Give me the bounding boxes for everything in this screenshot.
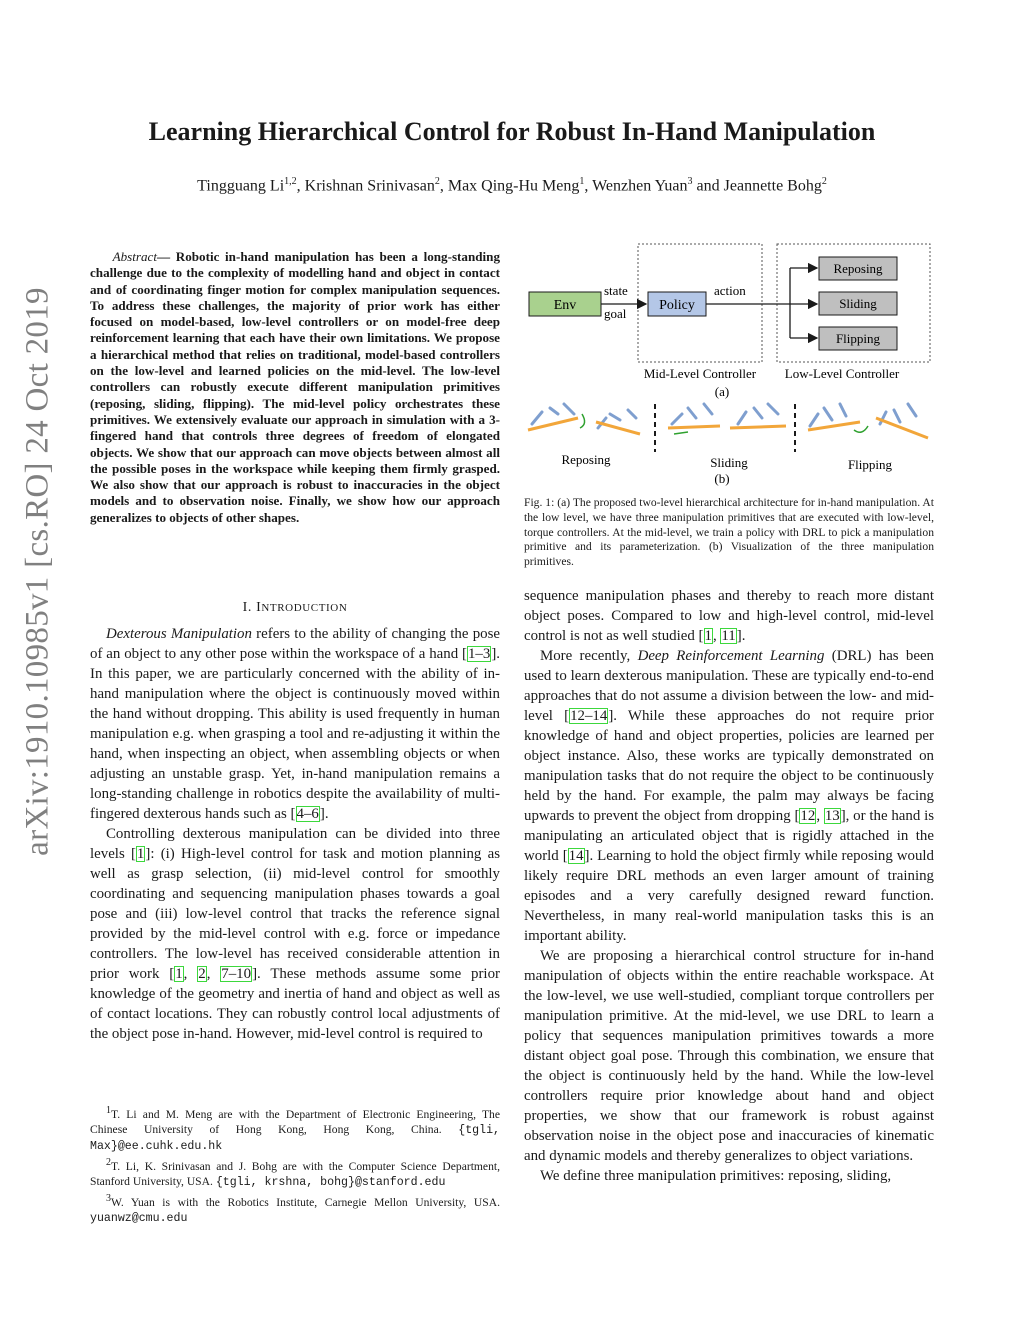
text: ]: (i) High-level control for task and motion planning as well as grasp selection, (ii) mid-level control for smoothly coordinating and sequencing manipulation phases towards a goal pose and (iii) low-level control that tracks the reference signal provided by the mid-level control with e.g. force or impedance controllers. The low-level has received considerable attention in prior work [ — [90, 846, 500, 982]
citation-link[interactable]: 11 — [721, 628, 736, 644]
separator: , — [584, 177, 593, 195]
action-label: action — [714, 283, 746, 298]
text: ]. — [319, 806, 329, 822]
citation-link[interactable]: 12–14 — [570, 708, 608, 724]
separator: , — [296, 177, 305, 195]
citation-link[interactable]: 1–3 — [467, 646, 491, 662]
object-rod — [876, 418, 928, 438]
reposing-visualization — [528, 404, 640, 467]
text: ]. While these approaches do not require prior knowledge of hand and object properties, policies are learned per object instance. Also, these works are typically demonstrated on manipulation tasks that do not require the object to be continuously held by the hand. For example, the palm may always be facing upwards to prevent the object from dropping [ — [524, 708, 935, 824]
emphasis: Deep Reinforcement Learning — [637, 648, 825, 664]
separator: and — [692, 177, 724, 195]
subfigure-a-label: (a) — [714, 384, 730, 399]
author-affiliation: 3 — [687, 176, 693, 187]
finger-shape — [672, 404, 712, 424]
text: , — [712, 628, 721, 644]
citation-link[interactable]: 7–10 — [221, 966, 252, 982]
goal-label: goal — [604, 306, 627, 321]
author: Krishnan Srinivasan — [304, 177, 435, 195]
email: yuanwz@cmu.edu — [90, 1211, 188, 1225]
text: (DRL) has been used to learn dexterous manipulation. These are typically end-to-end approaches that do not assume a division between the low- and mid-level [ — [524, 648, 934, 724]
paragraph: We define three manipulation primitives: reposing, sliding, — [540, 1168, 892, 1184]
citation-link[interactable]: 13 — [824, 808, 840, 824]
paragraph — [524, 586, 934, 646]
finger-shape — [810, 404, 846, 426]
text: ]. In this paper, we are particularly concerned with the ability of in-hand manipulation where the object is continuously moved within the hand without dropping. This ability is used frequently in human manipulation e.g. when grasping a tool and re-adjusting it within the hand, when inspecting an object, when assembling objects or when adjusting an unstable grasp. Yet, in-hand manipulation remains a long-standing challenge in robotics despite the availability of multi-fingered dexterous hands such as [ — [90, 646, 500, 822]
right-column-body — [524, 586, 934, 1186]
text: refers to the ability of changing the pose of an object to any other pose within the workspace of a hand [ — [90, 626, 500, 662]
author: Wenzhen Yuan — [592, 177, 688, 195]
object-rod — [596, 422, 640, 434]
abstract-dash: — — [157, 249, 176, 264]
object-rod — [668, 426, 720, 428]
footnote-mark: 2 — [106, 1156, 111, 1168]
sliding-caption: Sliding — [710, 455, 748, 470]
citation-link[interactable]: 4–6 — [296, 806, 319, 822]
footnote-mark: 1 — [106, 1105, 111, 1116]
text: sequence manipulation phases and thereby to reach more distant object poses. Compared to low and high-level control, mid-level control is not as well studied [ — [524, 588, 934, 644]
object-rod — [730, 426, 786, 428]
flipping-label: Flipping — [835, 331, 881, 346]
footnote-text: T. Li, K. Srinivasan and J. Bohg are with the Computer Science Department, Stanford University, USA. — [90, 1159, 500, 1188]
author: Jeannette Bohg — [723, 177, 822, 195]
finger-shape — [738, 404, 778, 424]
section-title-first: I — [256, 600, 262, 615]
footnote — [90, 1191, 500, 1226]
low-level-label: Low-Level Controller — [784, 366, 900, 381]
subfigure-b-label: (b) — [714, 471, 730, 486]
env-label: Env — [553, 298, 577, 313]
footnote — [90, 1155, 500, 1190]
section-heading — [90, 600, 500, 616]
reposing-label: Reposing — [833, 261, 883, 276]
email: {tgli, Max}@ee.cuhk.edu.hk — [90, 1123, 500, 1153]
sliding-visualization — [668, 404, 786, 486]
text: ]. These methods assume some prior knowledge of the geometry and inertia of hand and object as well as of contact locations. They can robustly control local adjustments of the object pose in-hand. However, mid-level control is required to — [90, 966, 500, 1042]
figure-caption: Fig. 1: (a) The proposed two-level hierarchical architecture for in-hand manipulation. At the low level, we have three manipulation primitives that are executed with low-level, torque controllers. At the mid-level, we train a policy with DRL to pick a manipulation primitive and its parameterization. (b) Visualization of the three manipulation primitives. — [524, 496, 934, 569]
text: ]. — [736, 628, 746, 644]
slide-arrow — [674, 432, 688, 434]
author-affiliation: 2 — [434, 176, 440, 187]
email: {tgli, krshna, bohg}@stanford.edu — [215, 1175, 446, 1189]
sliding-label: Sliding — [839, 296, 877, 311]
section-number: I. — [242, 600, 252, 615]
flipping-caption: Flipping — [847, 457, 893, 472]
citation-link[interactable]: 1 — [704, 628, 712, 644]
citation-link[interactable]: 2 — [198, 966, 206, 982]
paper-title: Learning Hierarchical Control for Robust In-Hand Manipulation — [148, 117, 876, 146]
text: Controlling dexterous manipulation can be divided into three levels [ — [90, 826, 500, 862]
paragraph: We are proposing a hierarchical control structure for in-hand manipulation of objects within the entire reachable workspace. At the low-level, we use well-studied, compliant torque controllers per manipulation primitive. At the mid-level, we use DRL to learn a policy that sequences manipulation primitives towards a more distant object goal pose. Through this combination, we ensure that the object is continuously held by the hand. While the low-level controllers require prior knowledge about hand and object properties, we show that our framework is robust against observation noise in the object pose and inaccuracies of kinematic and dynamic models and thereby generalizes to object variations. — [524, 948, 934, 1164]
author: Tingguang Li — [197, 177, 285, 195]
text: , — [206, 966, 221, 982]
abstract — [90, 249, 500, 526]
footnotes — [90, 1103, 500, 1227]
paragraph — [524, 646, 934, 946]
arxiv-identifier: arXiv:1910.10985v1 [cs.RO] 24 Oct 2019 — [19, 287, 56, 856]
left-column-body — [90, 624, 500, 1044]
paragraph — [90, 824, 500, 1044]
emphasis: Dexterous Manipulation — [106, 626, 252, 642]
abstract-label: Abstract — [112, 249, 157, 264]
rotation-arrow — [580, 414, 585, 428]
policy-label: Policy — [659, 298, 695, 313]
separator: , — [439, 177, 448, 195]
author-list — [0, 176, 1024, 195]
text: ]. Learning to hold the object firmly while reposing would likely require DRL methods an even larger amount of training episodes and a very carefully designed reward function. Nevertheless, in many real-world manipulation tasks this is an important ability. — [524, 848, 934, 944]
citation-link[interactable]: 12 — [800, 808, 816, 824]
footnote-text: T. Li and M. Meng are with the Department of Electronic Engineering, The Chinese University of Hong Kong, Hong Kong, China. — [90, 1107, 500, 1136]
footnote-mark: 3 — [106, 1192, 111, 1204]
abstract-text: Robotic in-hand manipulation has been a long-standing challenge due to the complexity of modelling hand and object in contact and of coordinating finger motion for complex manipulation sequences. To address these challenges, the majority of prior work has either focused on model-based, low-level controllers or on model-free deep reinforcement learning that each have their own limitations. We propose a hierarchical method that relies on traditional, model-based controllers on the low-level and learned policies on the mid-level. The low-level controllers can robustly execute different manipulation primitives (reposing, sliding, flipping). The mid-level policy orchestrates these primitives. We extensively evaluate our approach in simulation with a 3-fingered hand that controls three degrees of freedom of elongated objects. We show that our approach can move objects between almost all the possible poses in the workspace while keeping them firmly grasped. We also show that our approach is robust to inaccuracies in the object models and to observation noise. Finally, we show how our approach generalizes to objects of other shapes. — [90, 249, 500, 525]
text: More recently, — [540, 648, 638, 664]
figure-1 — [524, 238, 936, 490]
text: ], or the hand is manipulating an articulated object that is rigidly attached in the world [ — [524, 808, 935, 864]
author: Max Qing-Hu Meng — [447, 177, 580, 195]
reposing-caption: Reposing — [561, 452, 611, 467]
footnote — [90, 1103, 500, 1154]
citation-link[interactable]: 14 — [568, 848, 584, 864]
author-affiliation: 2 — [821, 176, 827, 187]
mid-level-label: Mid-Level Controller — [643, 366, 757, 381]
text: , — [816, 808, 824, 824]
paragraph — [90, 624, 500, 824]
citation-link[interactable]: 1 — [175, 966, 183, 982]
object-rod — [808, 422, 860, 430]
author-affiliation: 1,2 — [284, 176, 297, 187]
author-affiliation: 1 — [579, 176, 585, 187]
citation-link[interactable]: 1 — [136, 846, 145, 862]
section-title-rest: NTRODUCTION — [261, 602, 348, 614]
footnote-text: W. Yuan is with the Robotics Institute, Carnegie Mellon University, USA. — [111, 1195, 500, 1209]
flipping-visualization — [808, 404, 928, 472]
state-label: state — [604, 283, 628, 298]
text: , — [183, 966, 198, 982]
flip-arrow — [854, 426, 868, 432]
